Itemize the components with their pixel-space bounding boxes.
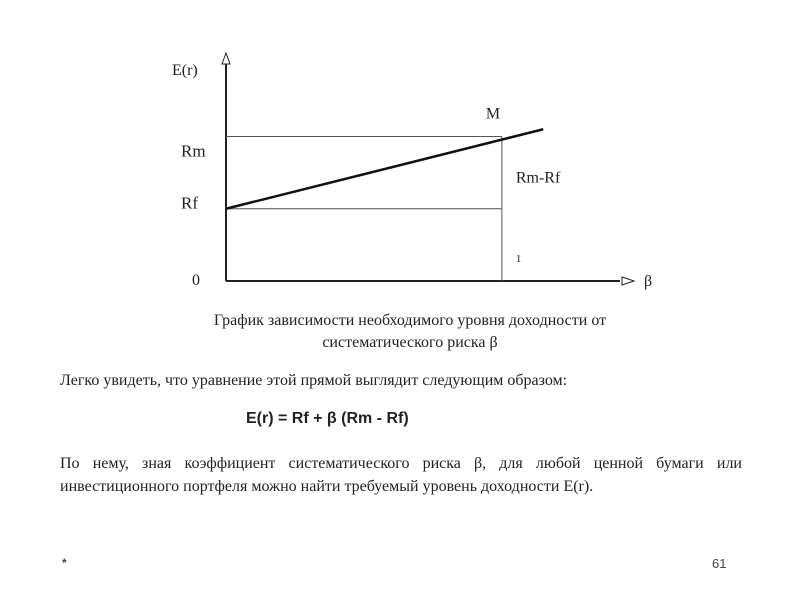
explanation-paragraph: По нему, зная коэффициент систематического риска β, для любой ценной бумаги или инвестиционного портфеля можно найти требуемый уровень доходности E(r). [60,455,742,495]
intro-text: Легко увидеть, что уравнение этой прямой выглядит следующим образом: [60,372,568,389]
caption-line-2: систематического риска β [322,334,498,351]
origin-label: 0 [192,272,200,289]
formula: E(r) = Rf + β (Rm - Rf) [246,410,409,427]
caption-line-1: График зависимости необходимого уровня доходности от [213,312,607,329]
rf-label: Rf [181,193,198,213]
rm-minus-rf-label: Rm-Rf [515,169,561,187]
rm-label: Rm [181,141,206,161]
point-m-label: M [485,105,501,123]
x-tick-label-one: 1 [515,253,522,265]
y-axis-label: E(r) [172,62,198,79]
x-axis-arrow-icon [622,277,634,285]
y-axis-arrow-icon [222,53,230,64]
chart-caption [100,310,720,354]
footer-star: * [62,556,67,570]
security-market-line [226,129,543,208]
x-axis-label: β [644,273,653,290]
page-number: 61 [712,556,727,571]
